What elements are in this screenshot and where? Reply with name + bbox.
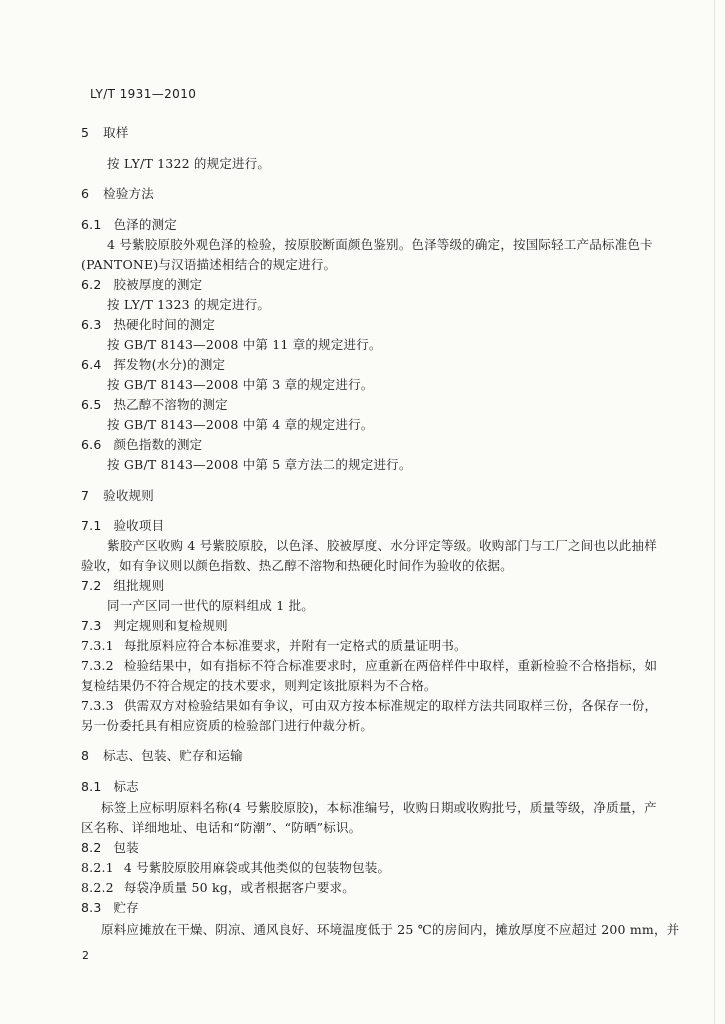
section-7-3-heading xyxy=(81,618,228,634)
clause-7-3-2-line-2: 复检结果仍不符合规定的技术要求，则判定该批原料为不合格。 xyxy=(81,678,437,693)
section-number: 7.1 xyxy=(81,518,102,533)
section-8-1-line-1: 标签上应标明原料名称(4 号紫胶原胶)，本标准编号，收购日期或收购批号，质量等级，净质量，产 xyxy=(101,800,657,815)
section-number: 7.3 xyxy=(81,618,102,633)
section-5-heading xyxy=(81,125,129,141)
section-6-1-line-2: (PANTONE)与汉语描述相结合的规定进行。 xyxy=(81,257,337,272)
clause-text: 4 号紫胶原胶用麻袋或其他类似的包装物包装。 xyxy=(123,860,391,875)
clause-text: 检验结果中，如有指标不符合标准要求时，应重新在两倍样件中取样，重新检验不合格指标，如 xyxy=(123,658,658,673)
clause-number: 7.3.2 xyxy=(81,658,114,673)
clause-7-3-3-line-1 xyxy=(81,698,657,714)
section-7-1-line-2: 验收，如有争议则以颜色指数、热乙醇不溶物和热硬化时间作为验收的依据。 xyxy=(81,558,513,573)
clause-text: 供需双方对检验结果如有争议，可由双方按本标准规定的取样方法共同取样三份，各保存一份， xyxy=(123,698,658,713)
clause-number: 8.2.2 xyxy=(81,880,114,895)
section-6-6-text: 按 GB/T 8143—2008 中第 5 章方法二的规定进行。 xyxy=(107,457,412,472)
page-edge-divider xyxy=(714,0,715,1024)
section-8-3-heading xyxy=(81,900,139,916)
section-number: 8.3 xyxy=(81,900,102,915)
section-title: 验收项目 xyxy=(113,518,165,533)
section-title: 检验方法 xyxy=(103,186,154,201)
section-8-3-line-1: 原料应摊放在干燥、阴凉、通风良好、环境温度低于 25 ℃的房间内，摊放厚度不应超过 200 mm，并 xyxy=(101,922,680,937)
section-number: 6.1 xyxy=(81,217,102,232)
section-8-1-line-2: 区名称、详细地址、电话和“防潮”、“防晒”标识。 xyxy=(81,820,362,835)
section-number: 6.5 xyxy=(81,397,102,412)
section-6-3-text: 按 GB/T 8143—2008 中第 11 章的规定进行。 xyxy=(107,337,382,352)
section-6-4-heading xyxy=(81,357,225,373)
section-7-1-heading xyxy=(81,518,164,534)
clause-number: 8.2.1 xyxy=(81,860,114,875)
section-7-1-line-1: 紫胶产区收购 4 号紫胶原胶，以色泽、胶被厚度、水分评定等级。收购部门与工厂之间也以此抽样 xyxy=(107,538,657,553)
section-6-2-heading xyxy=(81,277,202,293)
clause-7-3-2-line-1 xyxy=(81,658,657,674)
section-number: 6.6 xyxy=(81,437,102,452)
section-title: 胶被厚度的测定 xyxy=(113,277,203,292)
section-7-2-heading xyxy=(81,578,164,594)
section-title: 挥发物(水分)的测定 xyxy=(113,357,226,372)
section-6-1-line-1: 4 号紫胶原胶外观色泽的检验，按原胶断面颜色鉴别。色泽等级的确定，按国际轻工产品标准色卡 xyxy=(107,237,653,252)
page-number: 2 xyxy=(82,949,90,962)
clause-7-3-3-line-2: 另一份委托具有相应资质的检验部门进行仲裁分析。 xyxy=(81,718,374,733)
section-5-text: 按 LY/T 1322 的规定进行。 xyxy=(107,156,271,171)
section-title: 标志、包装、贮存和运输 xyxy=(103,748,243,763)
section-6-3-heading xyxy=(81,317,215,333)
section-number: 7.2 xyxy=(81,578,102,593)
section-number: 8 xyxy=(81,748,90,763)
section-title: 贮存 xyxy=(113,900,139,915)
section-title: 热硬化时间的测定 xyxy=(113,317,216,332)
section-6-6-heading xyxy=(81,437,202,453)
section-number: 7 xyxy=(81,488,90,503)
section-number: 6.3 xyxy=(81,317,102,332)
clause-8-2-1 xyxy=(81,860,390,876)
section-title: 判定规则和复检规则 xyxy=(113,618,228,633)
section-6-2-text: 按 LY/T 1323 的规定进行。 xyxy=(107,297,271,312)
clause-7-3-1 xyxy=(81,638,467,654)
clause-8-2-2 xyxy=(81,880,355,896)
section-title: 热乙醇不溶物的测定 xyxy=(113,397,228,412)
section-number: 5 xyxy=(81,125,90,140)
section-6-1-heading xyxy=(81,217,177,233)
section-number: 6.2 xyxy=(81,277,102,292)
section-6-4-text: 按 GB/T 8143—2008 中第 3 章的规定进行。 xyxy=(107,377,374,392)
section-number: 8.2 xyxy=(81,840,102,855)
section-6-heading xyxy=(81,186,154,202)
section-title: 组批规则 xyxy=(113,578,165,593)
clause-text: 每袋净质量 50 kg，或者根据客户要求。 xyxy=(123,880,355,895)
section-8-heading xyxy=(81,748,243,764)
section-title: 色泽的测定 xyxy=(113,217,177,232)
section-title: 验收规则 xyxy=(103,488,154,503)
section-7-2-text: 同一产区同一世代的原料组成 1 批。 xyxy=(107,598,315,613)
clause-number: 7.3.3 xyxy=(81,698,114,713)
section-number: 8.1 xyxy=(81,779,102,794)
section-number: 6 xyxy=(81,186,90,201)
clause-number: 7.3.1 xyxy=(81,638,114,653)
section-title: 颜色指数的测定 xyxy=(113,437,203,452)
clause-text: 每批原料应符合本标准要求，并附有一定格式的质量证明书。 xyxy=(123,638,467,653)
section-6-5-text: 按 GB/T 8143—2008 中第 4 章的规定进行。 xyxy=(107,417,374,432)
document-code-header: LY/T 1931—2010 xyxy=(90,87,197,101)
section-8-2-heading xyxy=(81,840,139,856)
section-title: 标志 xyxy=(113,779,139,794)
section-7-heading xyxy=(81,488,154,504)
section-6-5-heading xyxy=(81,397,228,413)
section-number: 6.4 xyxy=(81,357,102,372)
section-8-1-heading xyxy=(81,779,139,795)
section-title: 包装 xyxy=(113,840,139,855)
section-title: 取样 xyxy=(103,125,129,140)
